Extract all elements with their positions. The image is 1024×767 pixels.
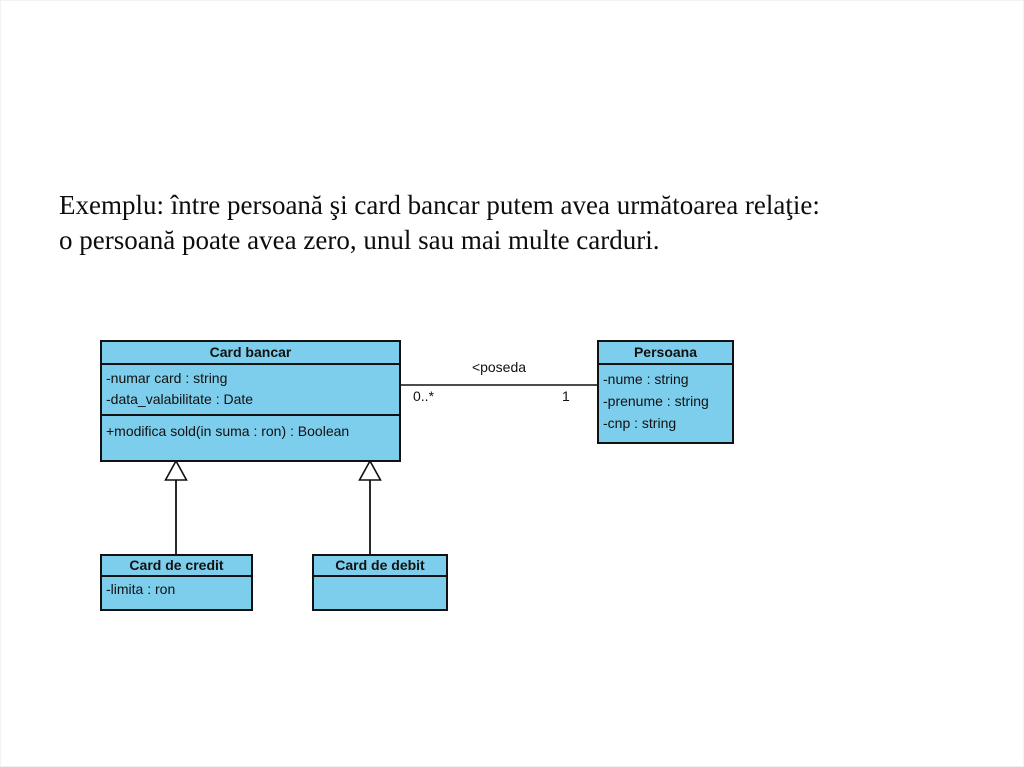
generalization-arrow-debit [360, 461, 381, 480]
attribute: -data_valabilitate : Date [106, 391, 254, 407]
association-label: <poseda [471, 359, 527, 375]
attribute: -limita : ron [106, 581, 176, 597]
attribute: -numar card : string [106, 370, 228, 386]
uml-class-card-bancar [100, 340, 401, 462]
uml-class-card-de-debit [312, 554, 448, 611]
uml-class-persoana [597, 340, 734, 444]
generalization-arrow-credit [166, 461, 187, 480]
class-title-card-de-credit: Card de credit [102, 556, 251, 577]
intro-line-1: Exemplu: între persoană şi card bancar putem avea următoarea relaţie: [59, 190, 820, 220]
attribute: -prenume : string [603, 393, 709, 409]
attribute: -nume : string [603, 371, 689, 387]
intro-text [59, 188, 989, 258]
class-methods-card-bancar [102, 414, 399, 441]
multiplicity-persoana: 1 [562, 388, 570, 404]
class-title-card-de-debit: Card de debit [314, 556, 446, 577]
class-title-card-bancar: Card bancar [102, 342, 399, 365]
attribute: -cnp : string [603, 415, 677, 431]
intro-line-2: o persoană poate avea zero, unul sau mai multe carduri. [59, 225, 660, 255]
class-attributes-persoana [599, 365, 732, 434]
uml-class-card-de-credit [100, 554, 253, 611]
class-title-persoana: Persoana [599, 342, 732, 365]
class-attributes-card-de-credit [102, 577, 251, 599]
class-attributes-card-bancar [102, 365, 399, 414]
multiplicity-card-bancar: 0..* [413, 388, 435, 404]
method: +modifica sold(in suma : ron) : Boolean [106, 423, 350, 439]
class-attributes-card-de-debit [314, 577, 446, 579]
